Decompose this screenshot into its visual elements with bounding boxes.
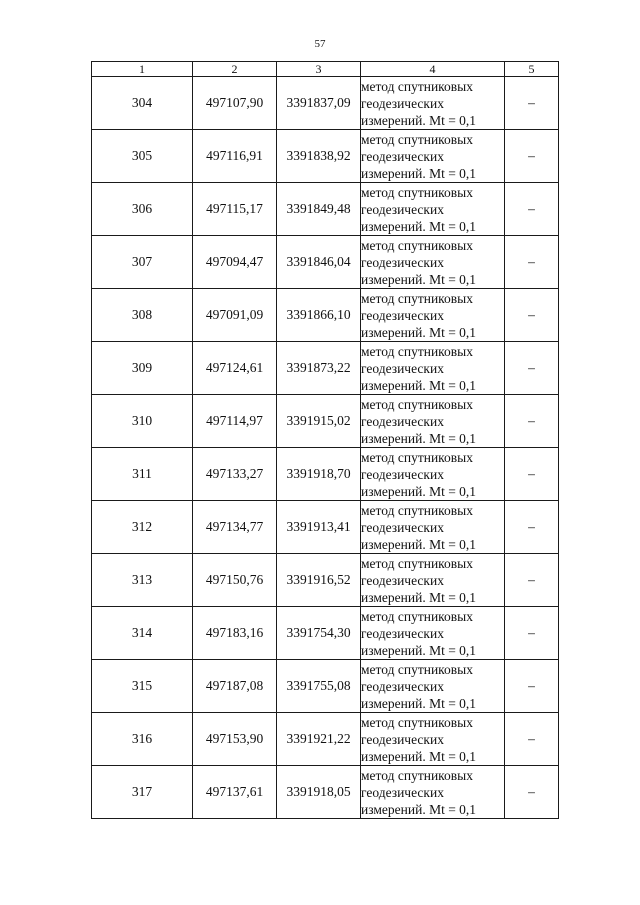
note-cell: – <box>505 607 559 660</box>
y-coordinate-cell: 3391913,41 <box>277 501 361 554</box>
y-coordinate-cell: 3391837,09 <box>277 77 361 130</box>
table-row <box>92 395 559 448</box>
note-cell: – <box>505 77 559 130</box>
note-cell: – <box>505 395 559 448</box>
point-number-cell: 311 <box>92 448 193 501</box>
method-line: метод спутниковых <box>361 184 473 200</box>
method-line: метод спутниковых <box>361 78 473 94</box>
note-cell: – <box>505 554 559 607</box>
table-row <box>92 77 559 130</box>
y-coordinate-cell: 3391873,22 <box>277 342 361 395</box>
table-row <box>92 554 559 607</box>
note-cell: – <box>505 183 559 236</box>
method-cell <box>361 183 505 236</box>
method-cell <box>361 660 505 713</box>
method-line: измерений. Mt = 0,1 <box>361 483 477 499</box>
point-number-cell: 309 <box>92 342 193 395</box>
x-coordinate-cell: 497116,91 <box>193 130 277 183</box>
point-number-cell: 307 <box>92 236 193 289</box>
method-line: измерений. Mt = 0,1 <box>361 695 477 711</box>
method-line: метод спутниковых <box>361 449 473 465</box>
table-body <box>92 77 559 819</box>
method-line: метод спутниковых <box>361 767 473 783</box>
point-number-cell: 312 <box>92 501 193 554</box>
y-coordinate-cell: 3391916,52 <box>277 554 361 607</box>
y-coordinate-cell: 3391918,05 <box>277 766 361 819</box>
table-row <box>92 236 559 289</box>
x-coordinate-cell: 497115,17 <box>193 183 277 236</box>
y-coordinate-cell: 3391918,70 <box>277 448 361 501</box>
method-line: метод спутниковых <box>361 396 473 412</box>
method-cell <box>361 554 505 607</box>
table-row <box>92 448 559 501</box>
table-row <box>92 607 559 660</box>
method-line: метод спутниковых <box>361 608 473 624</box>
x-coordinate-cell: 497134,77 <box>193 501 277 554</box>
note-cell: – <box>505 289 559 342</box>
point-number-cell: 315 <box>92 660 193 713</box>
y-coordinate-cell: 3391849,48 <box>277 183 361 236</box>
note-cell: – <box>505 713 559 766</box>
x-coordinate-cell: 497094,47 <box>193 236 277 289</box>
method-line: геодезических <box>361 254 444 270</box>
point-number-cell: 305 <box>92 130 193 183</box>
table-row <box>92 183 559 236</box>
coordinates-table <box>91 61 559 819</box>
method-line: геодезических <box>361 148 444 164</box>
x-coordinate-cell: 497091,09 <box>193 289 277 342</box>
method-line: метод спутниковых <box>361 290 473 306</box>
note-cell: – <box>505 501 559 554</box>
method-line: измерений. Mt = 0,1 <box>361 536 477 552</box>
method-line: метод спутниковых <box>361 661 473 677</box>
x-coordinate-cell: 497124,61 <box>193 342 277 395</box>
y-coordinate-cell: 3391838,92 <box>277 130 361 183</box>
method-line: измерений. Mt = 0,1 <box>361 430 477 446</box>
y-coordinate-cell: 3391915,02 <box>277 395 361 448</box>
table-row <box>92 766 559 819</box>
method-line: измерений. Mt = 0,1 <box>361 748 477 764</box>
table-row <box>92 289 559 342</box>
note-cell: – <box>505 766 559 819</box>
method-line: геодезических <box>361 572 444 588</box>
method-line: геодезических <box>361 731 444 747</box>
method-cell <box>361 766 505 819</box>
method-cell <box>361 236 505 289</box>
method-line: измерений. Mt = 0,1 <box>361 589 477 605</box>
column-header-2: 2 <box>193 62 277 77</box>
method-line: геодезических <box>361 625 444 641</box>
method-line: метод спутниковых <box>361 502 473 518</box>
point-number-cell: 313 <box>92 554 193 607</box>
x-coordinate-cell: 497107,90 <box>193 77 277 130</box>
method-line: геодезических <box>361 201 444 217</box>
method-cell <box>361 77 505 130</box>
x-coordinate-cell: 497114,97 <box>193 395 277 448</box>
method-line: метод спутниковых <box>361 714 473 730</box>
column-header-5: 5 <box>505 62 559 77</box>
y-coordinate-cell: 3391754,30 <box>277 607 361 660</box>
method-line: измерений. Mt = 0,1 <box>361 112 477 128</box>
note-cell: – <box>505 130 559 183</box>
x-coordinate-cell: 497133,27 <box>193 448 277 501</box>
table-row <box>92 660 559 713</box>
method-line: метод спутниковых <box>361 131 473 147</box>
x-coordinate-cell: 497153,90 <box>193 713 277 766</box>
method-line: геодезических <box>361 413 444 429</box>
method-cell <box>361 501 505 554</box>
y-coordinate-cell: 3391866,10 <box>277 289 361 342</box>
method-cell <box>361 713 505 766</box>
method-cell <box>361 342 505 395</box>
point-number-cell: 304 <box>92 77 193 130</box>
column-header-3: 3 <box>277 62 361 77</box>
method-line: метод спутниковых <box>361 343 473 359</box>
point-number-cell: 317 <box>92 766 193 819</box>
method-line: геодезических <box>361 466 444 482</box>
column-header-4: 4 <box>361 62 505 77</box>
note-cell: – <box>505 448 559 501</box>
y-coordinate-cell: 3391755,08 <box>277 660 361 713</box>
method-line: измерений. Mt = 0,1 <box>361 165 477 181</box>
method-line: геодезических <box>361 784 444 800</box>
method-line: измерений. Mt = 0,1 <box>361 801 477 817</box>
table-row <box>92 342 559 395</box>
x-coordinate-cell: 497137,61 <box>193 766 277 819</box>
method-line: измерений. Mt = 0,1 <box>361 642 477 658</box>
x-coordinate-cell: 497183,16 <box>193 607 277 660</box>
y-coordinate-cell: 3391846,04 <box>277 236 361 289</box>
page-number: 57 <box>314 38 326 50</box>
method-line: метод спутниковых <box>361 237 473 253</box>
table-row <box>92 713 559 766</box>
x-coordinate-cell: 497150,76 <box>193 554 277 607</box>
method-line: измерений. Mt = 0,1 <box>361 324 477 340</box>
method-line: геодезических <box>361 360 444 376</box>
column-header-1: 1 <box>92 62 193 77</box>
table-row <box>92 130 559 183</box>
note-cell: – <box>505 660 559 713</box>
method-line: измерений. Mt = 0,1 <box>361 271 477 287</box>
method-line: измерений. Mt = 0,1 <box>361 377 477 393</box>
method-cell <box>361 395 505 448</box>
method-line: измерений. Mt = 0,1 <box>361 218 477 234</box>
method-line: геодезических <box>361 519 444 535</box>
method-line: метод спутниковых <box>361 555 473 571</box>
point-number-cell: 316 <box>92 713 193 766</box>
x-coordinate-cell: 497187,08 <box>193 660 277 713</box>
method-cell <box>361 130 505 183</box>
method-cell <box>361 448 505 501</box>
y-coordinate-cell: 3391921,22 <box>277 713 361 766</box>
note-cell: – <box>505 342 559 395</box>
point-number-cell: 310 <box>92 395 193 448</box>
method-cell <box>361 289 505 342</box>
note-cell: – <box>505 236 559 289</box>
point-number-cell: 306 <box>92 183 193 236</box>
method-cell <box>361 607 505 660</box>
point-number-cell: 314 <box>92 607 193 660</box>
method-line: геодезических <box>361 95 444 111</box>
table-row <box>92 501 559 554</box>
method-line: геодезических <box>361 307 444 323</box>
method-line: геодезических <box>361 678 444 694</box>
point-number-cell: 308 <box>92 289 193 342</box>
table-header-row <box>92 62 559 77</box>
